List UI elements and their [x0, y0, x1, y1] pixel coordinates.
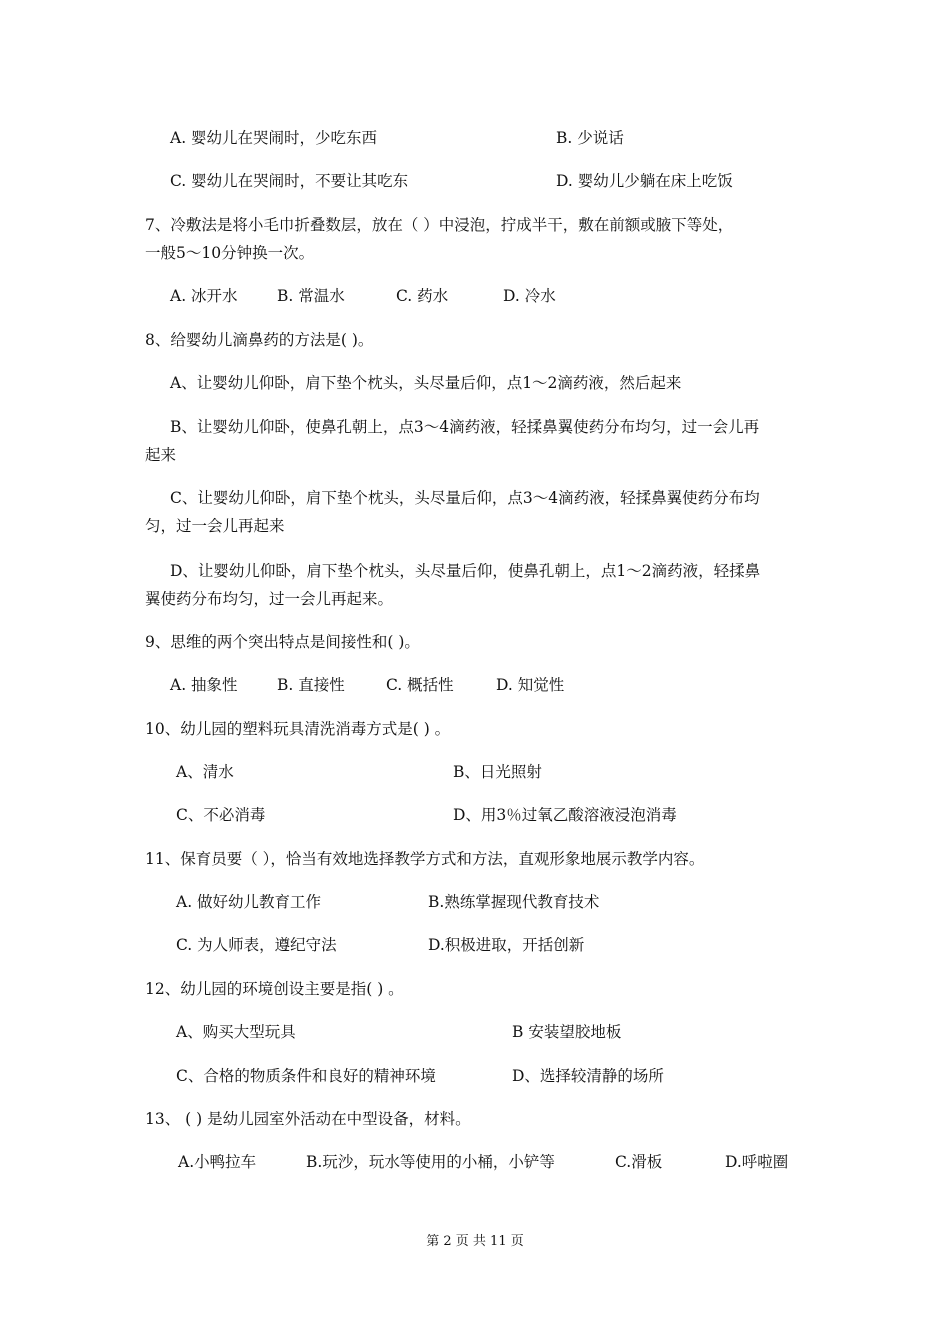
q12-stem: 12、幼儿园的环境创设主要是指( ) 。 — [145, 980, 404, 998]
q10-option-b: B、日光照射 — [453, 763, 542, 781]
q11-option-c: C. 为人师表，遵纪守法 — [176, 936, 337, 954]
q13-stem: 13、 ( ) 是幼儿园室外活动在中型设备，材料。 — [145, 1110, 471, 1128]
prev-option-c: C. 婴幼儿在哭闹时，不要让其吃东 — [170, 172, 409, 190]
q12-option-d: D、选择较清静的场所 — [512, 1067, 664, 1085]
q13-option-a: A.小鸭拉车 — [178, 1153, 257, 1171]
q10-option-d: D、用3％过氧乙酸溶液浸泡消毒 — [453, 806, 677, 824]
q12-option-c: C、合格的物质条件和良好的精神环境 — [176, 1067, 436, 1085]
q12-option-b: B 安装望胶地板 — [512, 1023, 622, 1041]
q7-option-d: D. 冷水 — [503, 287, 556, 305]
q11-stem: 11、保育员要（ ），恰当有效地选择教学方式和方法，直观形象地展示教学内容。 — [145, 850, 705, 868]
q7-option-c: C. 药水 — [396, 287, 449, 305]
q11-option-b: B.熟练掌握现代教育技术 — [428, 893, 600, 911]
q10-option-a: A、清水 — [176, 763, 234, 781]
q13-option-d: D.呼啦圈 — [725, 1153, 789, 1171]
q10-option-c: C、不必消毒 — [176, 806, 266, 824]
q7-stem-line1: 7、冷敷法是将小毛巾折叠数层，放在（ ）中浸泡，拧成半干，敷在前额或腋下等处， — [145, 216, 734, 234]
q7-option-a: A. 冰开水 — [170, 287, 238, 305]
prev-option-b: B. 少说话 — [556, 129, 624, 147]
q9-option-a: A. 抽象性 — [170, 676, 238, 694]
q8-option-a: A、让婴幼儿仰卧，肩下垫个枕头，头尽量后仰，点1～2滴药液，然后起来 — [170, 374, 682, 392]
q8-option-b-line1: B、让婴幼儿仰卧，使鼻孔朝上，点3～4滴药液，轻揉鼻翼使药分布均匀，过一会儿再 — [170, 418, 760, 436]
q7-stem-line2: 一般5～10分钟换一次。 — [145, 244, 315, 262]
q9-option-d: D. 知觉性 — [496, 676, 565, 694]
q12-option-a: A、购买大型玩具 — [176, 1023, 296, 1041]
q13-option-b: B.玩沙，玩水等使用的小桶，小铲等 — [306, 1153, 555, 1171]
prev-option-d: D. 婴幼儿少躺在床上吃饭 — [556, 172, 733, 190]
page-footer: 第 2 页 共 11 页 — [426, 1234, 524, 1249]
q8-option-c-line1: C、让婴幼儿仰卧，肩下垫个枕头，头尽量后仰，点3～4滴药液，轻揉鼻翼使药分布均 — [170, 489, 760, 507]
q13-option-c: C.滑板 — [615, 1153, 663, 1171]
q9-option-b: B. 直接性 — [277, 676, 345, 694]
q11-option-a: A. 做好幼儿教育工作 — [176, 893, 322, 911]
q10-stem: 10、幼儿园的塑料玩具清洗消毒方式是( ) 。 — [145, 720, 451, 738]
q9-stem: 9、思维的两个突出特点是间接性和( )。 — [145, 633, 420, 651]
q9-option-c: C. 概括性 — [386, 676, 454, 694]
q8-option-d-line2: 翼使药分布均匀，过一会儿再起来。 — [145, 590, 394, 608]
prev-option-a: A. 婴幼儿在哭闹时，少吃东西 — [170, 129, 378, 147]
q11-option-d: D.积极进取，开括创新 — [428, 936, 585, 954]
q7-option-b: B. 常温水 — [277, 287, 345, 305]
q8-option-d-line1: D、让婴幼儿仰卧，肩下垫个枕头，头尽量后仰，使鼻孔朝上，点1～2滴药液，轻揉鼻 — [170, 562, 761, 580]
q8-stem: 8、给婴幼儿滴鼻药的方法是( )。 — [145, 331, 374, 349]
q8-option-c-line2: 匀，过一会儿再起来 — [145, 517, 285, 535]
q8-option-b-line2: 起来 — [145, 446, 177, 464]
